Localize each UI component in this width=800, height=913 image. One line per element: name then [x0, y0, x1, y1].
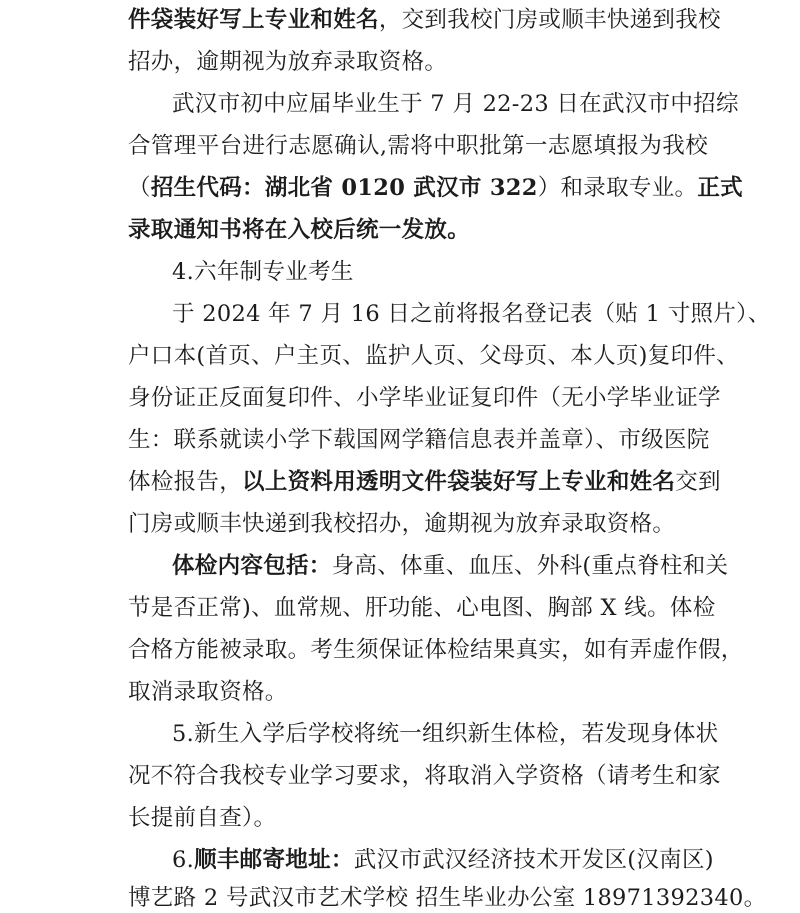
text-span: 况不符合我校专业学习要求，将取消入学资格（请考生和家: [128, 763, 721, 789]
text-span: 身高、体重、血压、外科(重点脊柱和关: [331, 553, 729, 579]
text-line: [128, 5, 721, 35]
text-span: 取消录取资格。: [128, 679, 288, 705]
text-line: [128, 635, 744, 665]
text-bold: 录取通知书将在入校后统一发放。: [128, 217, 471, 243]
text-span: 招办，逾期视为放弃录取资格。: [128, 49, 448, 75]
text-span: 博艺路 2 号武汉市艺术学校 招生毕业办公室 18971392340。: [128, 885, 767, 911]
text-line: [128, 883, 767, 913]
text-line: [172, 89, 739, 119]
text-bold: 件袋装好写上专业和姓名: [128, 7, 379, 33]
text-span: ）和录取专业。: [537, 175, 698, 201]
text-span: 门房或顺丰快递到我校招办，逾期视为放弃录取资格。: [128, 511, 676, 537]
text-line: [128, 761, 721, 791]
text-line: [128, 425, 708, 455]
text-line: [128, 677, 708, 707]
text-span: 武汉市初中应届毕业生于 7 月 22-23 日在武汉市中招综: [172, 91, 739, 117]
text-line: [128, 383, 721, 413]
text-span: 长提前自查）。: [128, 805, 277, 831]
text-span: 武汉市武汉经济技术开发区(汉南区): [353, 847, 714, 873]
text-bold: 体检内容包括：: [172, 553, 332, 579]
text-bold: 招生代码：湖北省 0120 武汉市 322: [150, 175, 538, 201]
text-line: [172, 299, 771, 329]
text-line: [172, 845, 714, 875]
text-span: 合管理平台进行志愿确认,需将中职批第一志愿填报为我校: [128, 133, 708, 159]
text-line: [128, 131, 708, 161]
text-span: 于 2024 年 7 月 16 日之前将报名登记表（贴 1 寸照片）、: [172, 301, 771, 327]
text-span: 5.新生入学后学校将统一组织新生体检，若发现身体状: [172, 721, 719, 747]
text-line: [128, 47, 708, 77]
text-line: [172, 719, 719, 749]
text-line: [128, 215, 708, 245]
text-bold: 以上资料用透明文件袋装好写上专业和姓名: [242, 469, 676, 495]
text-line: [128, 467, 721, 497]
text-span: ，交到我校门房或顺丰快递到我校: [378, 7, 721, 33]
text-span: 交到: [675, 469, 721, 495]
text-span: 身份证正反面复印件、小学毕业证复印件（无小学毕业证学: [128, 385, 721, 411]
section-heading: [172, 257, 708, 287]
text-span: 体检报告，: [128, 469, 243, 495]
text-span: 6.: [172, 847, 195, 873]
text-line: [128, 341, 739, 371]
text-line: [172, 551, 729, 581]
text-span: 生：联系就读小学下载国网学籍信息表并盖章）、市级医院: [128, 427, 710, 453]
text-line: [128, 803, 708, 833]
text-line: [128, 593, 716, 623]
text-bold: 顺丰邮寄地址：: [194, 847, 354, 873]
text-bold: 正式: [697, 175, 743, 201]
text-span: 4.六年制专业考生: [172, 259, 354, 285]
text-line: [128, 173, 743, 203]
text-line: [128, 509, 708, 539]
text-span: 节是否正常)、血常规、肝功能、心电图、胸部 X 线。体检: [128, 595, 716, 621]
text-span: 户口本(首页、户主页、监护人页、父母页、本人页)复印件、: [128, 343, 739, 369]
text-span: （: [128, 175, 151, 201]
text-span: 合格方能被录取。考生须保证体检结果真实，如有弄虚作假，: [128, 637, 744, 663]
